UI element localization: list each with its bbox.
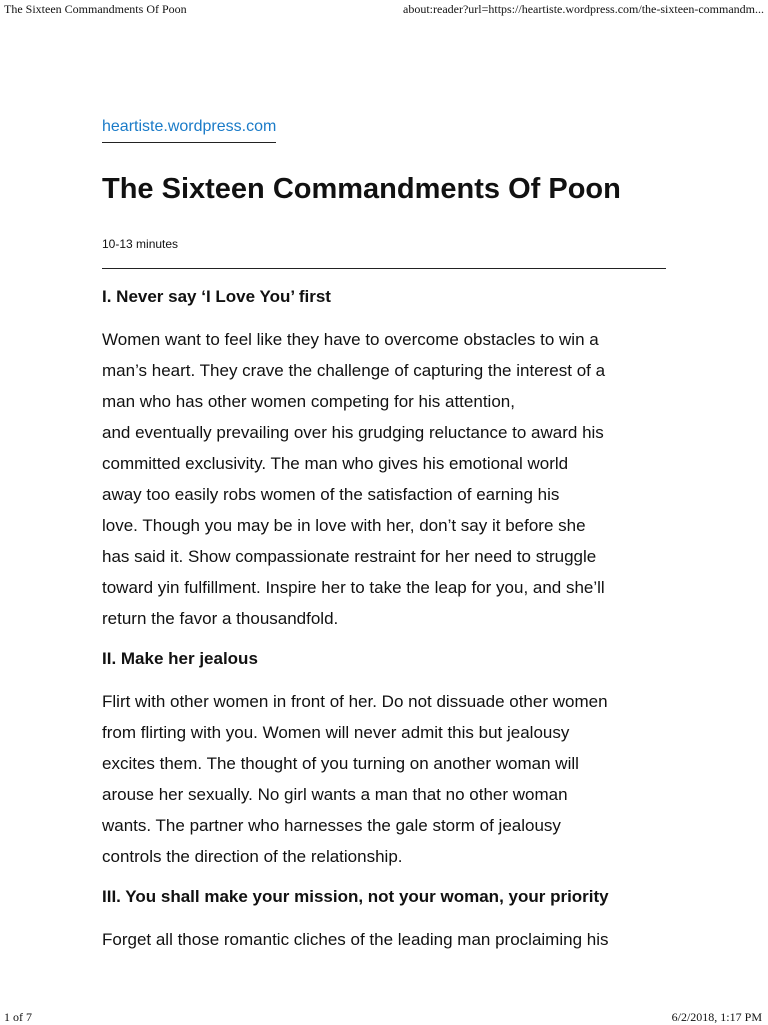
article-content [102, 282, 668, 965]
paragraph-line: Women want to feel like they have to overcome obstacles to win a [102, 330, 599, 349]
paragraph-line: return the favor a thousandfold. [102, 609, 339, 628]
section-heading: III. You shall make your mission, not your woman, your priority [102, 887, 609, 906]
print-footer [0, 1008, 768, 1024]
article-title: The Sixteen Commandments Of Poon [102, 173, 621, 205]
page-counter: 1 of 7 [4, 1010, 32, 1024]
paragraph-line: committed exclusivity. The man who gives his emotional world [102, 454, 569, 473]
paragraph-line: arouse her sexually. No girl wants a man that no other woman [102, 785, 568, 804]
print-header [0, 0, 768, 18]
paragraph-line: controls the direction of the relationship. [102, 847, 403, 866]
section-heading: I. Never say ‘I Love You’ first [102, 287, 331, 306]
paragraph-line: has said it. Show compassionate restraint for her need to struggle [102, 547, 597, 566]
paragraph-line: Forget all those romantic cliches of the leading man proclaiming his [102, 930, 609, 949]
paragraph-line: love. Though you may be in love with her, don’t say it before she [102, 516, 586, 535]
header-divider [102, 268, 666, 269]
paragraph-line: away too easily robs women of the satisfaction of earning his [102, 485, 560, 504]
section-paragraph [102, 686, 668, 872]
paragraph-line: Flirt with other women in front of her. Do not dissuade other women [102, 692, 608, 711]
reading-time: 10-13 minutes [102, 237, 179, 251]
section-3 [102, 882, 668, 955]
paragraph-line: excites them. The thought of you turning on another woman will [102, 754, 579, 773]
paragraph-line: toward yin fulfillment. Inspire her to take the leap for you, and she’ll [102, 578, 605, 597]
source-domain-link[interactable]: heartiste.wordpress.com [102, 118, 276, 143]
print-page-url: about:reader?url=https://heartiste.wordpress.com/the-sixteen-commandm... [403, 2, 764, 16]
print-datetime: 6/2/2018, 1:17 PM [671, 1010, 762, 1024]
paragraph-line: from flirting with you. Women will never admit this but jealousy [102, 723, 570, 742]
print-page-title: The Sixteen Commandments Of Poon [4, 2, 187, 16]
section-paragraph [102, 324, 668, 634]
paragraph-line: man’s heart. They crave the challenge of capturing the interest of a [102, 361, 606, 380]
paragraph-line: and eventually prevailing over his grudging reluctance to award his [102, 423, 604, 442]
paragraph-line: man who has other women competing for his attention, [102, 392, 515, 411]
paragraph-line: wants. The partner who harnesses the gale storm of jealousy [102, 816, 561, 835]
section-1 [102, 282, 668, 634]
section-2 [102, 644, 668, 872]
section-heading: II. Make her jealous [102, 649, 258, 668]
section-paragraph [102, 924, 668, 955]
